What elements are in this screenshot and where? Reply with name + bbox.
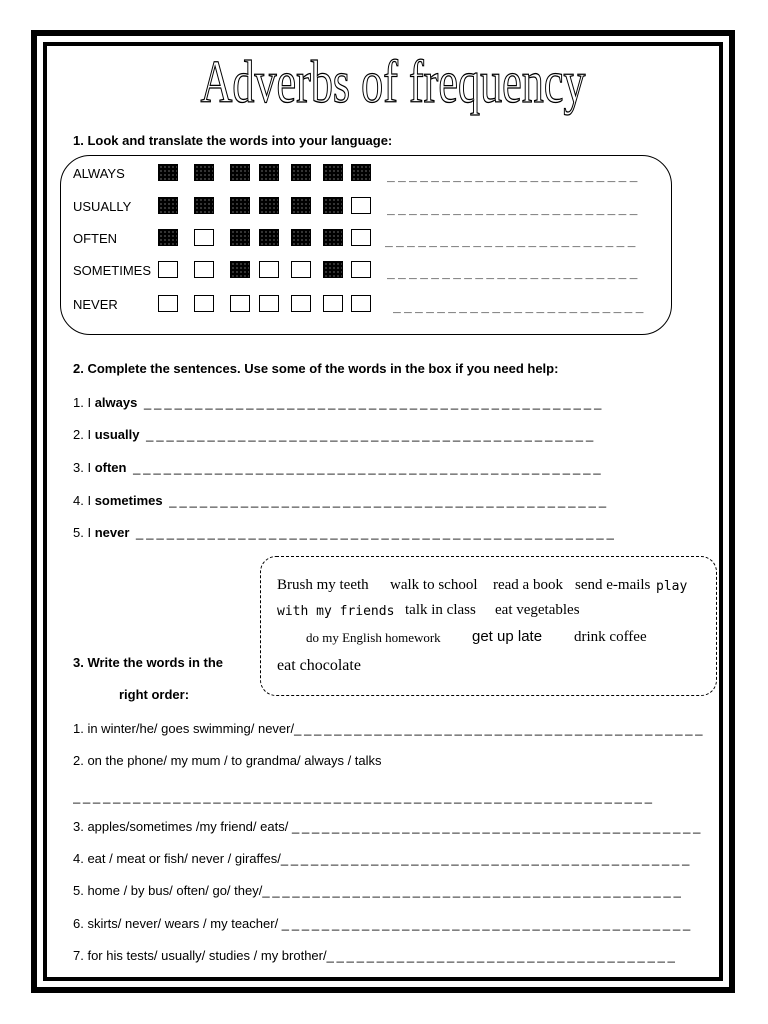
filled-square — [351, 164, 371, 181]
freq-label: USUALLY — [73, 199, 132, 214]
word-with-my-friends: with my friends — [277, 604, 395, 619]
scrambled-words: 3. apples/sometimes /my friend/ eats/ — [73, 819, 292, 834]
word-talk-in-class: talk in class — [405, 602, 476, 618]
word-eat-chocolate: eat chocolate — [277, 657, 361, 674]
sentence-prefix: 1. I — [73, 395, 95, 410]
filled-square — [194, 197, 214, 214]
empty-square — [351, 197, 371, 214]
answer-line[interactable]: _________________________________________ — [294, 721, 706, 736]
sentence-prefix: 4. I — [73, 493, 95, 508]
filled-square — [194, 164, 214, 181]
word-send-emails: send e-mails — [575, 577, 651, 593]
word-brush-my-teeth: Brush my teeth — [277, 577, 369, 593]
scrambled-words: 4. eat / meat or fish/ never / giraffes/ — [73, 851, 281, 866]
adverb-word: sometimes — [94, 493, 163, 508]
answer-line[interactable]: ____________________________________________ — [139, 427, 597, 442]
empty-square — [158, 261, 178, 278]
section1-heading: 1. Look and translate the words into your language: — [73, 133, 393, 148]
section3-heading-line2: right order: — [119, 687, 190, 702]
scrambled-words: 6. skirts/ never/ wears / my teacher/ — [73, 916, 282, 931]
sentence-prefix: 3. I — [73, 460, 95, 475]
word-eat-vegetables: eat vegetables — [495, 602, 580, 618]
filled-square — [158, 164, 178, 181]
filled-square — [158, 197, 178, 214]
filled-square — [323, 229, 343, 246]
word-get-up-late: get up late — [472, 628, 543, 645]
empty-square — [230, 295, 250, 312]
adverb-word: never — [94, 525, 130, 540]
empty-square — [291, 295, 311, 312]
translation-line[interactable]: _______________________ — [385, 233, 639, 248]
answer-line[interactable]: __________________________________________ — [262, 883, 684, 898]
title-text: Adverbs of frequency — [200, 50, 586, 115]
filled-square — [323, 197, 343, 214]
translation-line[interactable]: _______________________ — [387, 168, 641, 183]
filled-square — [230, 229, 250, 246]
filled-square — [291, 197, 311, 214]
freq-label: ALWAYS — [73, 166, 125, 181]
empty-square — [194, 229, 214, 246]
answer-line[interactable]: ___________________________________ — [326, 948, 678, 963]
filled-square — [291, 164, 311, 181]
translation-line[interactable]: _______________________ — [387, 201, 641, 216]
answer-line[interactable]: _______________________________________________ — [129, 525, 617, 540]
empty-square — [351, 229, 371, 246]
filled-square — [158, 229, 178, 246]
empty-square — [291, 261, 311, 278]
word-drink-coffee: drink coffee — [574, 629, 647, 645]
word-read-a-book: read a book — [493, 577, 563, 593]
filled-square — [259, 229, 279, 246]
order-row — [73, 916, 713, 931]
word-play: play — [656, 579, 688, 594]
filled-square — [291, 229, 311, 246]
sentence-prefix: 5. I — [73, 525, 95, 540]
empty-square — [158, 295, 178, 312]
filled-square — [323, 261, 343, 278]
order-row — [73, 819, 713, 834]
order-row — [73, 883, 713, 898]
freq-label: OFTEN — [73, 231, 118, 246]
filled-square — [259, 197, 279, 214]
page-title — [0, 50, 768, 120]
sentence-row — [73, 395, 713, 410]
adverb-word: always — [94, 395, 138, 410]
answer-line[interactable]: _________________________________________ — [280, 851, 693, 866]
order-row — [73, 851, 713, 866]
order-row — [73, 789, 713, 804]
sentence-row — [73, 493, 713, 508]
order-row — [73, 948, 713, 963]
answer-line[interactable]: _________________________________________ — [281, 916, 694, 931]
word-do-my-english-homework: do my English homework — [306, 630, 441, 645]
sentence-row — [73, 525, 713, 540]
filled-square — [323, 164, 343, 181]
empty-square — [194, 261, 214, 278]
filled-square — [230, 261, 250, 278]
empty-square — [351, 295, 371, 312]
section3-heading-line1: 3. Write the words in the — [73, 655, 224, 670]
sentence-row — [73, 427, 713, 442]
answer-line[interactable]: __________________________________________________________ — [73, 789, 655, 804]
scrambled-words: 5. home / by bus/ often/ go/ they/ — [73, 883, 263, 898]
empty-square — [259, 295, 279, 312]
word-walk-to-school: walk to school — [390, 577, 478, 593]
filled-square — [230, 197, 250, 214]
answer-line[interactable]: _________________________________________ — [291, 819, 704, 834]
empty-square — [323, 295, 343, 312]
adverb-word: often — [94, 460, 127, 475]
empty-square — [351, 261, 371, 278]
section2-heading: 2. Complete the sentences. Use some of the words in the box if you need help: — [73, 361, 559, 376]
sentence-prefix: 2. I — [73, 427, 95, 442]
filled-square — [230, 164, 250, 181]
answer-line[interactable]: ___________________________________________ — [162, 493, 610, 508]
empty-square — [194, 295, 214, 312]
empty-square — [259, 261, 279, 278]
freq-label: NEVER — [73, 297, 118, 312]
freq-label: SOMETIMES — [73, 263, 152, 278]
scrambled-words: 7. for his tests/ usually/ studies / my brother/ — [73, 948, 327, 963]
order-row — [73, 753, 713, 768]
order-row — [73, 721, 713, 736]
adverb-word: usually — [94, 427, 140, 442]
sentence-row — [73, 460, 713, 475]
filled-square — [259, 164, 279, 181]
translation-line[interactable]: _______________________ — [387, 265, 641, 280]
scrambled-words: 2. on the phone/ my mum / to grandma/ always / talks — [73, 753, 382, 768]
answer-line[interactable]: ______________________________________________ — [126, 460, 604, 475]
translation-line[interactable]: _______________________ — [393, 299, 647, 314]
answer-line[interactable]: _____________________________________________ — [137, 395, 605, 410]
scrambled-words: 1. in winter/he/ goes swimming/ never/ — [73, 721, 295, 736]
